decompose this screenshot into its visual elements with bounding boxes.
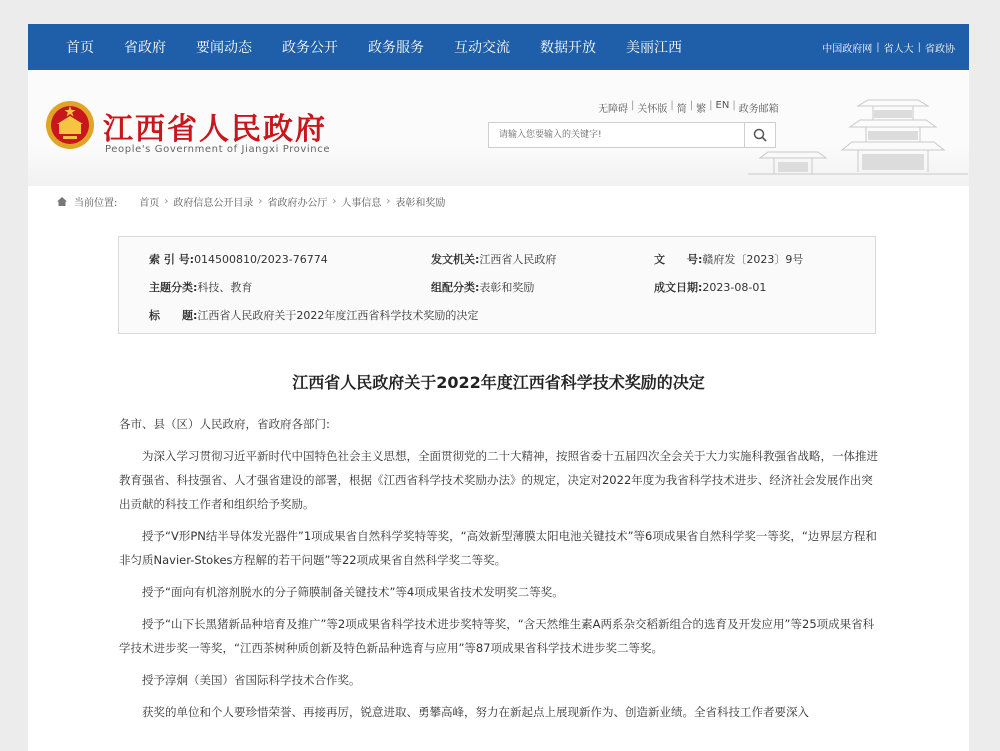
meta-topic-label: 主题分类: <box>149 281 198 294</box>
top-nav <box>28 24 969 70</box>
separator: | <box>670 100 674 111</box>
meta-docno <box>654 251 803 267</box>
meta-issuer-value: 江西省人民政府 <box>479 253 557 266</box>
search-box <box>488 122 776 148</box>
separator: | <box>917 41 921 53</box>
meta-category <box>431 279 534 295</box>
meta-issuer <box>431 251 556 267</box>
document-body <box>119 412 879 724</box>
meta-row <box>119 251 875 267</box>
meta-date <box>654 279 766 295</box>
breadcrumb-personnel[interactable]: 人事信息 <box>341 198 382 209</box>
breadcrumb-separator: › <box>164 196 169 207</box>
link-english[interactable]: EN <box>715 100 730 111</box>
document-paragraph: 授予“V形PN结半导体发光器件”1项成果省自然科学奖特等奖，“高效新型薄膜太阳电池关键技术”等6项成果省自然科学奖一等奖，“边界层方程和非匀质Navier-Stokes方程解的若干问题”等22项成果省自然科学奖二等奖。 <box>119 529 877 567</box>
nav-item-open-data[interactable]: 数据开放 <box>540 40 596 56</box>
breadcrumb-info-catalog[interactable]: 政府信息公开目录 <box>173 198 254 209</box>
link-accessibility[interactable]: 无障碍 <box>598 104 628 115</box>
meta-row <box>119 279 875 295</box>
document-meta-box <box>118 236 876 334</box>
home-icon <box>56 196 68 207</box>
breadcrumb-separator: › <box>258 196 263 207</box>
separator: | <box>709 100 713 111</box>
meta-title-label: 标 题: <box>149 309 198 322</box>
link-china-gov[interactable]: 中国政府网 <box>822 43 873 55</box>
nav-item-news[interactable]: 要闻动态 <box>196 40 252 56</box>
link-cppcc[interactable]: 省政协 <box>925 43 955 55</box>
breadcrumb-home[interactable]: 首页 <box>139 198 160 209</box>
meta-index-value: 014500810/2023-76774 <box>194 253 328 266</box>
separator: | <box>732 100 736 111</box>
meta-category-value: 表彰和奖励 <box>479 281 535 294</box>
breadcrumb-general-office[interactable]: 省政府办公厅 <box>267 198 328 209</box>
meta-row <box>119 307 875 323</box>
search-input[interactable] <box>489 123 744 147</box>
document-salutation: 各市、县（区）人民政府，省政府各部门: <box>119 417 330 431</box>
separator: | <box>631 100 635 111</box>
national-emblem-icon <box>45 100 95 150</box>
meta-docno-label: 文 号: <box>654 253 703 266</box>
breadcrumb-awards[interactable]: 表彰和奖励 <box>395 198 446 209</box>
page <box>28 24 969 751</box>
meta-category-label: 组配分类: <box>431 281 480 294</box>
nav-right-links <box>822 40 955 55</box>
meta-index <box>149 251 328 267</box>
link-simplified[interactable]: 简 <box>676 104 687 115</box>
link-traditional[interactable]: 繁 <box>696 104 707 115</box>
meta-title <box>149 307 478 323</box>
breadcrumb-separator: › <box>332 196 337 207</box>
nav-item-provincial-government[interactable]: 省政府 <box>124 40 166 56</box>
meta-topic <box>149 279 252 295</box>
separator: | <box>689 100 694 111</box>
meta-date-value: 2023-08-01 <box>702 281 767 294</box>
pavilion-illustration <box>748 80 968 180</box>
document-paragraph: 授予“面向有机溶剂脱水的分子筛膜制备关键技术”等4项成果省技术发明奖二等奖。 <box>142 585 564 599</box>
meta-issuer-label: 发文机关: <box>431 253 480 266</box>
meta-index-label: 索 引 号: <box>149 253 195 266</box>
link-gov-mailbox[interactable]: 政务邮箱 <box>738 104 779 115</box>
meta-topic-value: 科技、教育 <box>197 281 253 294</box>
document-paragraph: 授予“山下长黑猪新品种培育及推广”等2项成果省科学技术进步奖特等奖，“含天然维生素A两系杂交稻新组合的选育及开发应用”等25项成果省科学技术进步奖一等奖，“江西茶树种质创新及特色新品种选育与应用”等87项成果省科学技术进步奖二等奖。 <box>119 617 875 655</box>
link-provincial-congress[interactable]: 省人大 <box>883 43 914 55</box>
nav-menu <box>28 24 712 70</box>
link-care-version[interactable]: 关怀版 <box>637 104 668 115</box>
breadcrumb-separator: › <box>386 196 391 207</box>
nav-item-interaction[interactable]: 互动交流 <box>454 40 510 56</box>
search-icon <box>753 128 767 142</box>
separator: | <box>876 41 880 53</box>
site-title-english: People's Government of Jiangxi Province <box>105 144 331 155</box>
meta-docno-value: 赣府发〔2023〕9号 <box>702 253 804 266</box>
document-title: 江西省人民政府关于2022年度江西省科学技术奖励的决定 <box>292 373 705 392</box>
document-paragraph: 授予淳炯（美国）省国际科学技术合作奖。 <box>142 673 361 687</box>
site-title: 江西省人民政府 <box>103 112 327 147</box>
meta-date-label: 成文日期: <box>654 281 703 294</box>
nav-item-beautiful-jiangxi[interactable]: 美丽江西 <box>626 40 682 56</box>
nav-item-government-affairs[interactable]: 政务公开 <box>282 40 338 56</box>
meta-title-value: 江西省人民政府关于2022年度江西省科学技术奖励的决定 <box>197 309 479 322</box>
search-button[interactable] <box>744 123 775 147</box>
site-header <box>28 70 969 186</box>
nav-item-home[interactable]: 首页 <box>66 40 94 56</box>
document-paragraph: 获奖的单位和个人要珍惜荣誉、再接再厉，锐意进取、勇攀高峰，努力在新起点上展现新作为、创造新业绩。全省科技工作者要深入 <box>142 705 809 719</box>
document-paragraph: 为深入学习贯彻习近平新时代中国特色社会主义思想，全面贯彻党的二十大精神，按照省委十五届四次全会关于大力实施科教强省战略，一体推进教育强省、科技强省、人才强省建设的部署，根据《江西省科学技术奖励办法》的规定，决定对2022年度为我省科学技术进步、经济社会发展作出突出贡献的科技工作者和组织给予奖励。 <box>119 449 878 511</box>
nav-item-services[interactable]: 政务服务 <box>368 40 424 56</box>
breadcrumb <box>56 194 445 209</box>
breadcrumb-label: 当前位置: <box>74 198 118 209</box>
utility-links <box>598 100 779 115</box>
